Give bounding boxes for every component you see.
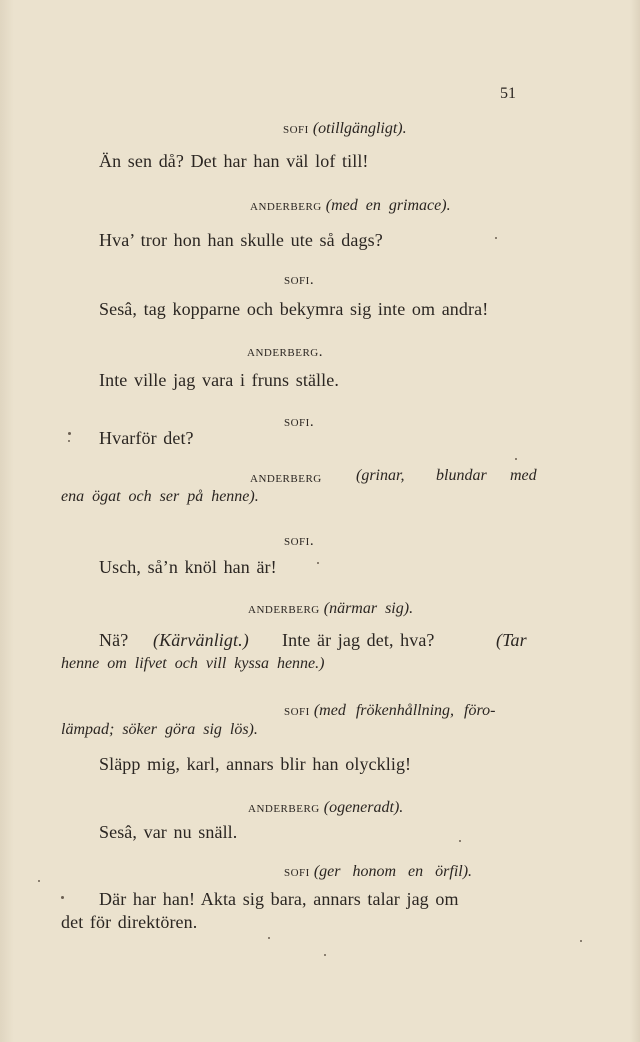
stage-direction: (närmar sig). (323, 600, 414, 617)
speaker-line-4: anderberg. (247, 344, 323, 360)
speaker-name: sofi (284, 864, 310, 880)
page-number: 51 (500, 85, 516, 102)
stage-direction-6a: (grinar, (356, 467, 405, 484)
paper-speck (580, 940, 582, 942)
stage-direction: (ogeneradt). (323, 799, 404, 816)
dialogue-line-9: Släpp mig, karl, annars blir han olycklig! (99, 754, 412, 774)
dialogue-line-10: Sesâ, var nu snäll. (99, 822, 238, 842)
speaker-line-2 (250, 198, 451, 214)
speaker-line-10 (248, 800, 403, 816)
stage-direction-8-cont: henne om lifvet och vill kyssa henne.) (61, 655, 325, 672)
stage-direction: (ger honom en örfil). (313, 863, 473, 880)
paper-speck (317, 562, 319, 564)
stage-direction-6-cont: ena ögat och ser på henne). (61, 488, 259, 505)
paper-speck (68, 432, 71, 435)
stage-direction: (otillgängligt). (312, 120, 407, 137)
stage-direction-8d: (Tar (496, 630, 527, 650)
paper-speck (61, 896, 64, 899)
dialogue-line-5: Hvarför det? (99, 428, 194, 448)
paper-speck (68, 440, 70, 442)
paper-speck (324, 954, 326, 956)
paper-speck (38, 880, 40, 882)
speaker-name: sofi (283, 121, 309, 137)
dialogue-line-3: Sesâ, tag kopparne och bekymra sig inte om andra! (99, 299, 489, 319)
dialogue-line-4: Inte ville jag vara i fruns ställe. (99, 370, 339, 390)
speaker-name: anderberg (250, 470, 322, 486)
dialogue-line-7: Usch, så’n knöl han är! (99, 557, 277, 577)
speaker-line-11 (284, 864, 472, 880)
paper-speck (268, 937, 270, 939)
dialogue-line-11: Där har han! Akta sig bara, annars talar jag om (99, 889, 459, 909)
speaker-line-7: sofi. (284, 533, 315, 549)
speaker-name: anderberg (250, 198, 322, 214)
paper-speck (515, 458, 517, 460)
speaker-line-3: sofi. (284, 272, 315, 288)
speaker-line-6 (250, 470, 322, 486)
speaker-name: anderberg (248, 800, 320, 816)
stage-direction-6b: blundar (436, 467, 487, 484)
paper-speck (459, 840, 461, 842)
stage-direction-9-cont: lämpad; söker göra sig lös). (61, 721, 258, 738)
speaker-line-5: sofi. (284, 414, 315, 430)
speaker-line-8 (248, 601, 413, 617)
stage-direction: (med frökenhållning, föro- (313, 702, 496, 719)
dialogue-line-2: Hva’ tror hon han skulle ute så dags? (99, 230, 383, 250)
speaker-name: sofi (284, 703, 310, 719)
dialogue-line-1: Än sen då? Det har han väl lof till! (99, 151, 369, 171)
stage-direction-8b: (Kärvänligt.) (153, 630, 249, 650)
stage-direction-6c: med (510, 467, 537, 484)
speaker-line-1 (283, 121, 407, 137)
speaker-name: anderberg (248, 601, 320, 617)
stage-direction: (med en grimace). (325, 197, 451, 214)
speaker-line-9 (284, 703, 495, 719)
dialogue-line-8a: Nä? (99, 630, 129, 650)
dialogue-line-11-cont: det för direktören. (61, 912, 198, 932)
dialogue-line-8c: Inte är jag det, hva? (282, 630, 435, 650)
paper-speck (495, 237, 497, 239)
